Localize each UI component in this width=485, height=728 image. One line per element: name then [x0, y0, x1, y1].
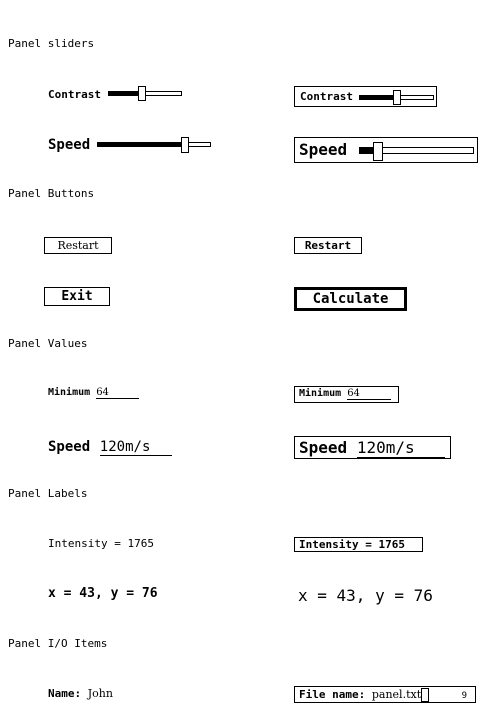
- restart-button[interactable]: Restart: [44, 237, 112, 254]
- file-name-input[interactable]: panel.txt: [371, 688, 422, 701]
- speed-slider-knob[interactable]: [373, 142, 383, 161]
- minimum-label: Minimum: [299, 388, 342, 399]
- contrast-slider-label: Contrast: [48, 88, 101, 101]
- coordinates-label: x = 43, y = 76: [48, 586, 158, 601]
- name-label: Name:: [48, 687, 82, 700]
- section-title-labels: Panel Labels: [8, 487, 88, 500]
- minimum-input[interactable]: 64: [347, 388, 391, 400]
- section-title-io: Panel I/O Items: [8, 637, 108, 650]
- speed-value-panel: [294, 436, 451, 459]
- section-title-values: Panel Values: [8, 337, 88, 350]
- speed-value-row: [48, 436, 172, 456]
- contrast-slider-label: Contrast: [300, 90, 353, 103]
- section-title-buttons: Panel Buttons: [8, 187, 95, 200]
- text-cursor-box: [421, 688, 429, 702]
- minimum-label: Minimum: [48, 387, 91, 398]
- speed-slider-fill: [98, 143, 185, 146]
- speed-input[interactable]: 120m/s: [357, 438, 445, 458]
- speed-slider-panel: [294, 137, 478, 163]
- speed-input[interactable]: 120m/s: [100, 439, 172, 456]
- speed-slider-knob[interactable]: [181, 137, 189, 153]
- speed-slider[interactable]: [97, 142, 211, 147]
- restart-button[interactable]: Restart: [294, 237, 362, 254]
- speed-slider-label: Speed: [48, 137, 91, 153]
- contrast-slider[interactable]: [108, 91, 182, 96]
- name-io-row: [48, 687, 113, 700]
- contrast-slider-knob[interactable]: [138, 86, 146, 101]
- intensity-label: Intensity = 1765: [48, 537, 154, 550]
- calculate-button[interactable]: Calculate: [294, 287, 407, 311]
- speed-value-label: Speed: [299, 438, 348, 457]
- speed-value-label: Speed: [48, 439, 91, 455]
- section-title-sliders: Panel sliders: [8, 37, 95, 50]
- minimum-value-row: [48, 387, 139, 399]
- speed-slider[interactable]: [359, 147, 474, 154]
- name-input[interactable]: John: [87, 687, 113, 700]
- speed-slider-label: Speed: [299, 140, 348, 159]
- file-name-label: File name:: [299, 688, 366, 701]
- file-count: 9: [461, 691, 467, 701]
- minimum-value-panel: [294, 386, 399, 403]
- contrast-slider-knob[interactable]: [393, 90, 401, 105]
- file-name-panel: [294, 686, 476, 703]
- contrast-slider-fill: [360, 96, 397, 99]
- intensity-label: Intensity = 1765: [294, 537, 423, 552]
- contrast-slider[interactable]: [359, 95, 434, 100]
- contrast-slider-panel: [294, 86, 437, 107]
- minimum-input[interactable]: 64: [96, 387, 139, 399]
- exit-button[interactable]: Exit: [44, 287, 110, 306]
- coordinates-label: x = 43, y = 76: [298, 586, 433, 605]
